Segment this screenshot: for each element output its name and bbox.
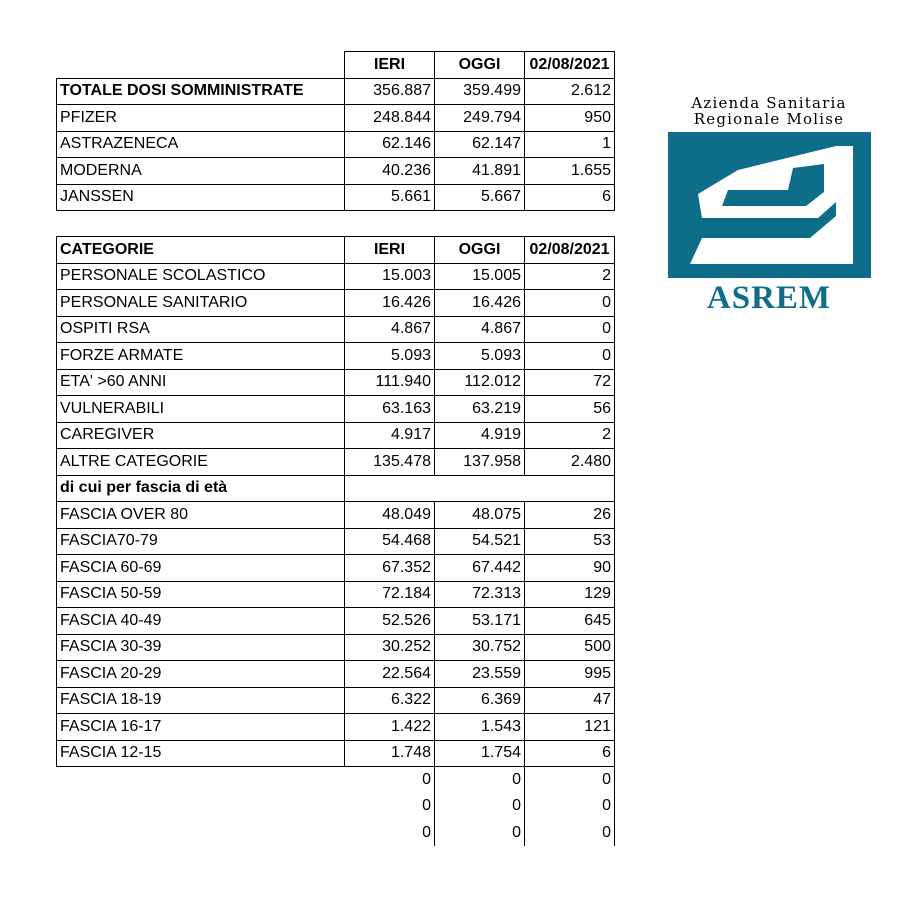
cell-oggi: 112.012 (435, 369, 525, 396)
table-row (57, 528, 615, 555)
cell-oggi: 23.559 (435, 661, 525, 688)
cell-ieri: 356.887 (345, 78, 435, 105)
cell-ieri: 62.146 (345, 131, 435, 158)
cell-ieri: 4.917 (345, 422, 435, 449)
table-row (57, 263, 615, 290)
cell-day: 72 (525, 369, 615, 396)
cell-oggi: 72.313 (435, 581, 525, 608)
age-subheader-empty (345, 475, 435, 502)
cell-oggi: 0 (435, 793, 525, 820)
cell-oggi: 30.752 (435, 634, 525, 661)
table-row (57, 793, 615, 820)
cell-day: 53 (525, 528, 615, 555)
cell-oggi: 54.521 (435, 528, 525, 555)
row-label: FASCIA 30-39 (57, 634, 345, 661)
cell-day: 0 (525, 820, 615, 847)
row-label-empty (57, 793, 345, 820)
logo-org-name (664, 96, 874, 128)
cell-oggi: 4.919 (435, 422, 525, 449)
cell-day: 6 (525, 184, 615, 211)
cell-oggi: 5.093 (435, 343, 525, 370)
table-row (57, 184, 615, 211)
cell-oggi: 0 (435, 820, 525, 847)
table-row (57, 396, 615, 423)
table-row (57, 714, 615, 741)
cell-ieri: 22.564 (345, 661, 435, 688)
row-label: ALTRE CATEGORIE (57, 449, 345, 476)
cell-day: 2.480 (525, 449, 615, 476)
asrem-logo (664, 96, 874, 317)
header-empty-cell (57, 52, 345, 79)
cell-ieri: 6.322 (345, 687, 435, 714)
cell-oggi: 359.499 (435, 78, 525, 105)
cell-day: 47 (525, 687, 615, 714)
cell-ieri: 0 (345, 767, 435, 794)
row-label: FASCIA 18-19 (57, 687, 345, 714)
header-date: 02/08/2021 (525, 237, 615, 264)
row-label: FASCIA 50-59 (57, 581, 345, 608)
table-row (57, 608, 615, 635)
cell-oggi: 16.426 (435, 290, 525, 317)
age-subheader-label: di cui per fascia di età (57, 475, 345, 502)
age-subheader-empty (435, 475, 525, 502)
zero-rows (57, 767, 615, 847)
cell-ieri: 1.422 (345, 714, 435, 741)
cell-ieri: 1.748 (345, 740, 435, 767)
row-label: TOTALE DOSI SOMMINISTRATE (57, 78, 345, 105)
row-label: OSPITI RSA (57, 316, 345, 343)
vaccine-totals-table (56, 51, 615, 211)
cell-ieri: 5.093 (345, 343, 435, 370)
cell-day: 2 (525, 263, 615, 290)
cell-day: 129 (525, 581, 615, 608)
row-label-empty (57, 820, 345, 847)
row-label: FASCIA OVER 80 (57, 502, 345, 529)
cell-ieri: 54.468 (345, 528, 435, 555)
row-label: FASCIA 20-29 (57, 661, 345, 688)
age-subheader-row (57, 475, 615, 502)
category-rows (57, 263, 615, 475)
cell-ieri: 0 (345, 820, 435, 847)
cell-oggi: 137.958 (435, 449, 525, 476)
cell-day: 0 (525, 290, 615, 317)
cell-oggi: 63.219 (435, 396, 525, 423)
cell-ieri: 111.940 (345, 369, 435, 396)
table-row (57, 634, 615, 661)
cell-day: 0 (525, 343, 615, 370)
cell-oggi: 5.667 (435, 184, 525, 211)
cell-ieri: 4.867 (345, 316, 435, 343)
cell-day: 90 (525, 555, 615, 582)
cell-day: 500 (525, 634, 615, 661)
age-rows (57, 502, 615, 767)
cell-day: 0 (525, 793, 615, 820)
logo-s-icon (668, 132, 871, 278)
table-row (57, 105, 615, 132)
cell-ieri: 63.163 (345, 396, 435, 423)
row-label: PERSONALE SCOLASTICO (57, 263, 345, 290)
cell-oggi: 41.891 (435, 158, 525, 185)
cell-ieri: 5.661 (345, 184, 435, 211)
cell-oggi: 6.369 (435, 687, 525, 714)
header-ieri: IERI (345, 52, 435, 79)
cell-oggi: 62.147 (435, 131, 525, 158)
vaccine-rows (57, 78, 615, 211)
table-row (57, 767, 615, 794)
cell-oggi: 48.075 (435, 502, 525, 529)
table-row (57, 78, 615, 105)
row-label: FASCIA 16-17 (57, 714, 345, 741)
table-row (57, 740, 615, 767)
cell-day: 26 (525, 502, 615, 529)
row-label: FASCIA70-79 (57, 528, 345, 555)
cell-ieri: 52.526 (345, 608, 435, 635)
table-row (57, 581, 615, 608)
cell-oggi: 4.867 (435, 316, 525, 343)
table-row (57, 316, 615, 343)
categories-table (56, 236, 615, 846)
cell-ieri: 30.252 (345, 634, 435, 661)
cell-ieri: 0 (345, 793, 435, 820)
row-label: ETA' >60 ANNI (57, 369, 345, 396)
cell-oggi: 0 (435, 767, 525, 794)
header-date: 02/08/2021 (525, 52, 615, 79)
table-row (57, 422, 615, 449)
logo-mark (668, 132, 871, 278)
cell-day: 1.655 (525, 158, 615, 185)
age-subheader-empty (525, 475, 615, 502)
table-row (57, 290, 615, 317)
table-row (57, 502, 615, 529)
table-row (57, 555, 615, 582)
row-label: CAREGIVER (57, 422, 345, 449)
header-categorie: CATEGORIE (57, 237, 345, 264)
row-label: FASCIA 60-69 (57, 555, 345, 582)
row-label: PERSONALE SANITARIO (57, 290, 345, 317)
table-header-row (57, 52, 615, 79)
cell-oggi: 1.543 (435, 714, 525, 741)
table-row (57, 687, 615, 714)
cell-ieri: 40.236 (345, 158, 435, 185)
table-row (57, 131, 615, 158)
row-label: FASCIA 12-15 (57, 740, 345, 767)
logo-org-line2: Regionale Molise (693, 109, 845, 128)
row-label: MODERNA (57, 158, 345, 185)
cell-day: 645 (525, 608, 615, 635)
cell-oggi: 53.171 (435, 608, 525, 635)
row-label: FASCIA 40-49 (57, 608, 345, 635)
table-row (57, 158, 615, 185)
cell-ieri: 15.003 (345, 263, 435, 290)
cell-ieri: 248.844 (345, 105, 435, 132)
row-label: VULNERABILI (57, 396, 345, 423)
cell-day: 6 (525, 740, 615, 767)
row-label-empty (57, 767, 345, 794)
table-row (57, 449, 615, 476)
cell-oggi: 249.794 (435, 105, 525, 132)
cell-ieri: 135.478 (345, 449, 435, 476)
cell-oggi: 1.754 (435, 740, 525, 767)
row-label: ASTRAZENECA (57, 131, 345, 158)
cell-day: 995 (525, 661, 615, 688)
cell-day: 0 (525, 767, 615, 794)
table-row (57, 369, 615, 396)
cell-ieri: 16.426 (345, 290, 435, 317)
cell-ieri: 72.184 (345, 581, 435, 608)
cell-day: 0 (525, 316, 615, 343)
table-row (57, 820, 615, 847)
cell-day: 950 (525, 105, 615, 132)
cell-day: 2.612 (525, 78, 615, 105)
cell-day: 56 (525, 396, 615, 423)
row-label: JANSSEN (57, 184, 345, 211)
cell-day: 121 (525, 714, 615, 741)
cell-oggi: 67.442 (435, 555, 525, 582)
cell-oggi: 15.005 (435, 263, 525, 290)
header-oggi: OGGI (435, 237, 525, 264)
cell-day: 1 (525, 131, 615, 158)
cell-day: 2 (525, 422, 615, 449)
cell-ieri: 67.352 (345, 555, 435, 582)
header-ieri: IERI (345, 237, 435, 264)
logo-name: ASREM (706, 279, 832, 316)
row-label: FORZE ARMATE (57, 343, 345, 370)
header-oggi: OGGI (435, 52, 525, 79)
row-label: PFIZER (57, 105, 345, 132)
cell-ieri: 48.049 (345, 502, 435, 529)
table-row (57, 661, 615, 688)
table-row (57, 343, 615, 370)
logo-org-line1: Azienda Sanitaria (691, 94, 847, 112)
table-header-row (57, 237, 615, 264)
